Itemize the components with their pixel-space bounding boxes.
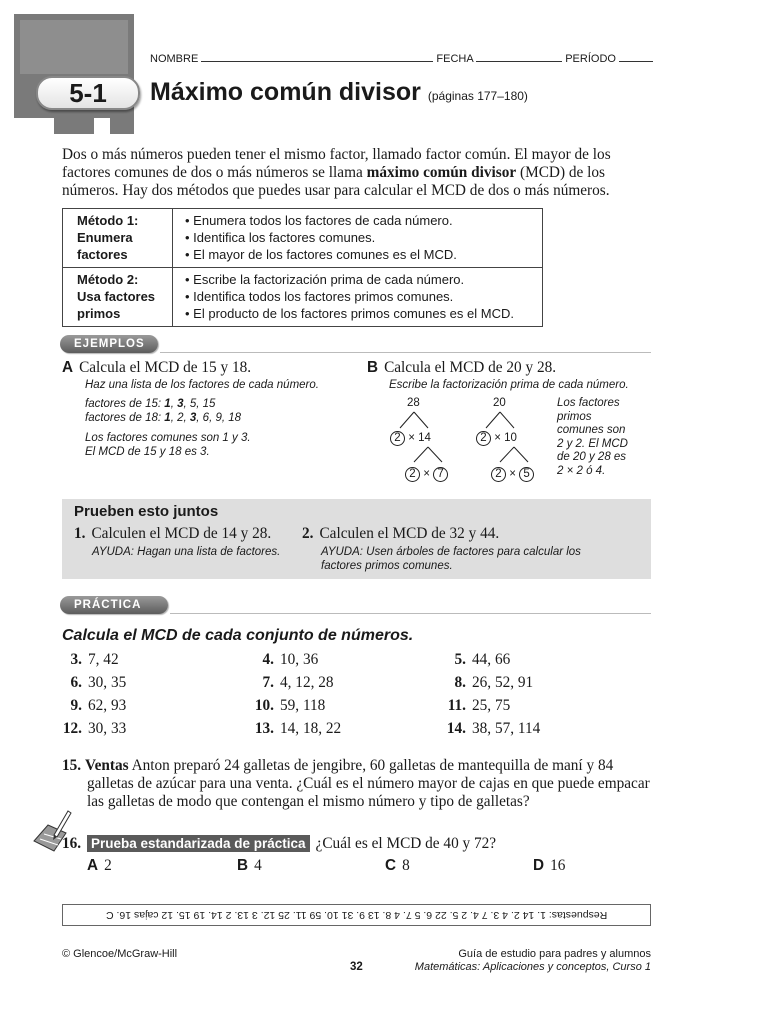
- prime-circle: 2: [476, 431, 491, 446]
- exercise-13: 13. 14, 18, 22: [254, 720, 342, 737]
- intro-paragraph: [62, 146, 662, 200]
- exercise-8: 8. 26, 52, 91: [454, 674, 534, 691]
- footer-course-title: Matemáticas: Aplicaciones y conceptos, Curso 1: [414, 961, 651, 973]
- tree-20-level2: 2 × 5: [491, 467, 534, 482]
- choice-c[interactable]: C 8: [385, 857, 410, 874]
- answer-key-text: Respuestas: 1. 14 2. 4 3. 7 4. 2 5. 22 6. 5 7. 4 8. 13 9. 31 10. 59 11. 25 12. 3 13. 2 14. 19 15. 12 cajas 16. C: [105, 909, 608, 921]
- method-label-line: factores: [77, 247, 128, 262]
- method-items: [173, 268, 514, 326]
- together-question-1: 1. Calculen el MCD de 14 y 28.: [74, 525, 272, 542]
- nombre-label: NOMBRE: [150, 53, 199, 65]
- example-b-prompt: Calcula el MCD de 20 y 28.: [384, 359, 557, 376]
- student-info-line: [150, 51, 653, 65]
- intro-text-end: (MCD) de los números. Hay dos métodos que puedes usar para calcular el MCD de dos o más números.: [62, 164, 610, 199]
- method-item: • Escribe la factorización prima de cada número.: [185, 272, 465, 287]
- lesson-number-badge: 5-1: [36, 76, 140, 110]
- prime-circle: 7: [433, 467, 448, 482]
- choice-b[interactable]: B 4: [237, 857, 262, 874]
- periodo-field[interactable]: [619, 51, 653, 62]
- example-a-instruction: Haz una lista de los factores de cada número.: [85, 379, 319, 391]
- ejemplos-section-label: EJEMPLOS: [60, 335, 158, 353]
- try-together-box: [62, 499, 651, 579]
- method-label-line: Método 2:: [77, 272, 139, 287]
- conclusion-line: El MCD de 15 y 18 es 3.: [85, 445, 210, 458]
- section-divider: [170, 613, 651, 614]
- factors-15: factores de 15: 1, 3, 5, 15: [85, 398, 216, 410]
- together-question-2: 2. Calculen el MCD de 32 y 44.: [302, 525, 500, 542]
- exercise-11: 11. 25, 75: [447, 697, 511, 714]
- example-a-factor-list: [85, 398, 241, 425]
- practice-instructions: Calcula el MCD de cada conjunto de números.: [62, 627, 414, 644]
- method-label: [63, 268, 173, 326]
- exercise-5: 5. 44, 66: [454, 651, 511, 668]
- prime-circle: 2: [405, 467, 420, 482]
- footer-book-title: Guía de estudio para padres y alumnos: [458, 948, 651, 960]
- exercise-14: 14. 38, 57, 114: [446, 720, 541, 737]
- lesson-title: Máximo común divisor: [150, 78, 421, 106]
- factors-18: factores de 18: 1, 2, 3, 6, 9, 18: [85, 411, 242, 424]
- example-b-heading: [367, 359, 556, 377]
- example-b-note: Los factores primos comunes son 2 y 2. El MCD de 20 y 28 es 2 × 2 ó 4.: [557, 397, 628, 477]
- question-16: 16. Prueba estandarizada de práctica ¿Cuál es el MCD de 40 y 72?: [62, 835, 497, 852]
- nombre-field[interactable]: [201, 51, 433, 62]
- exercise-6: 6. 30, 35: [70, 674, 127, 691]
- exercise-12: 12. 30, 33: [62, 720, 127, 737]
- intro-text: Dos o más números pueden tener el mismo factor, llamado factor común. El mayor de los factores comunes de dos o más números se llama: [62, 146, 611, 181]
- exercise-3: 3. 7, 42: [70, 651, 119, 668]
- method-row: [63, 209, 542, 267]
- methods-table: [62, 208, 543, 327]
- method-label-line: Enumera: [77, 230, 133, 245]
- exercise-10: 10. 59, 118: [254, 697, 326, 714]
- method-label-line: Usa factores: [77, 289, 156, 304]
- fecha-field[interactable]: [476, 51, 562, 62]
- tree-28-level2: 2 × 7: [405, 467, 448, 482]
- conclusion-line: Los factores comunes son 1 y 3.: [85, 432, 251, 444]
- practica-section-label: PRÁCTICA: [60, 596, 168, 614]
- together-hint-1: AYUDA: Hagan una lista de factores.: [92, 546, 281, 558]
- example-a-prompt: Calcula el MCD de 15 y 18.: [79, 359, 252, 376]
- method-label-line: primos: [77, 306, 121, 321]
- prime-circle: 2: [390, 431, 405, 446]
- standardized-test-tag: Prueba estandarizada de práctica: [87, 835, 310, 852]
- lesson-pages: (páginas 177–180): [427, 89, 528, 103]
- choice-a[interactable]: A 2: [87, 857, 112, 874]
- tree-20-root: 20: [493, 397, 506, 409]
- intro-key-term: máximo común divisor: [366, 164, 517, 181]
- prime-circle: 5: [519, 467, 534, 482]
- method-label-line: Método 1:: [77, 213, 139, 228]
- method-item: • El mayor de los factores comunes es el MCD.: [185, 247, 457, 262]
- method-label: [63, 209, 173, 267]
- exercise-9: 9. 62, 93: [70, 697, 127, 714]
- exercise-7: 7. 4, 12, 28: [262, 674, 334, 691]
- question-15-label: Ventas: [84, 757, 129, 774]
- tree-28-root: 28: [407, 397, 420, 409]
- method-row: [63, 267, 542, 326]
- exercise-4: 4. 10, 36: [262, 651, 319, 668]
- prime-circle: 2: [491, 467, 506, 482]
- page-number: 32: [350, 961, 363, 973]
- method-item: • Identifica todos los factores primos comunes.: [185, 289, 454, 304]
- example-a-heading: [62, 359, 251, 377]
- tree-20-level1: 2 × 10: [476, 431, 517, 446]
- example-b-letter: B: [367, 359, 379, 376]
- together-hint-2: AYUDA: Usen árboles de factores para calcular los factores primos comunes.: [321, 546, 581, 572]
- page-title: [150, 78, 528, 107]
- section-divider: [160, 352, 651, 353]
- fecha-label: FECHA: [436, 53, 474, 65]
- periodo-label: PERÍODO: [565, 53, 616, 65]
- question-15: 15. Ventas Anton preparó 24 galletas de jengibre, 60 galletas de mantequilla de maní y 84 galletas de azúcar para una venta. ¿Cuál es el número mayor de cajas en que puede empacar las galletas de modo que contengan el mismo número y tipo de galletas?: [62, 757, 650, 810]
- example-a-letter: A: [62, 359, 74, 376]
- method-item: • El producto de los factores primos comunes es el MCD.: [185, 306, 514, 321]
- footer-copyright: © Glencoe/McGraw-Hill: [62, 948, 178, 960]
- example-b-instruction: Escribe la factorización prima de cada número.: [389, 379, 629, 391]
- lesson-badge-background: [14, 14, 134, 134]
- method-item: • Identifica los factores comunes.: [185, 230, 376, 245]
- answer-key-strip: [62, 904, 651, 926]
- method-items: [173, 209, 457, 267]
- example-a-conclusion: [85, 432, 251, 459]
- choice-d[interactable]: D 16: [533, 857, 566, 874]
- try-together-title: Prueben esto juntos: [74, 503, 219, 520]
- tree-28-level1: 2 × 14: [390, 431, 431, 446]
- method-item: • Enumera todos los factores de cada número.: [185, 213, 453, 228]
